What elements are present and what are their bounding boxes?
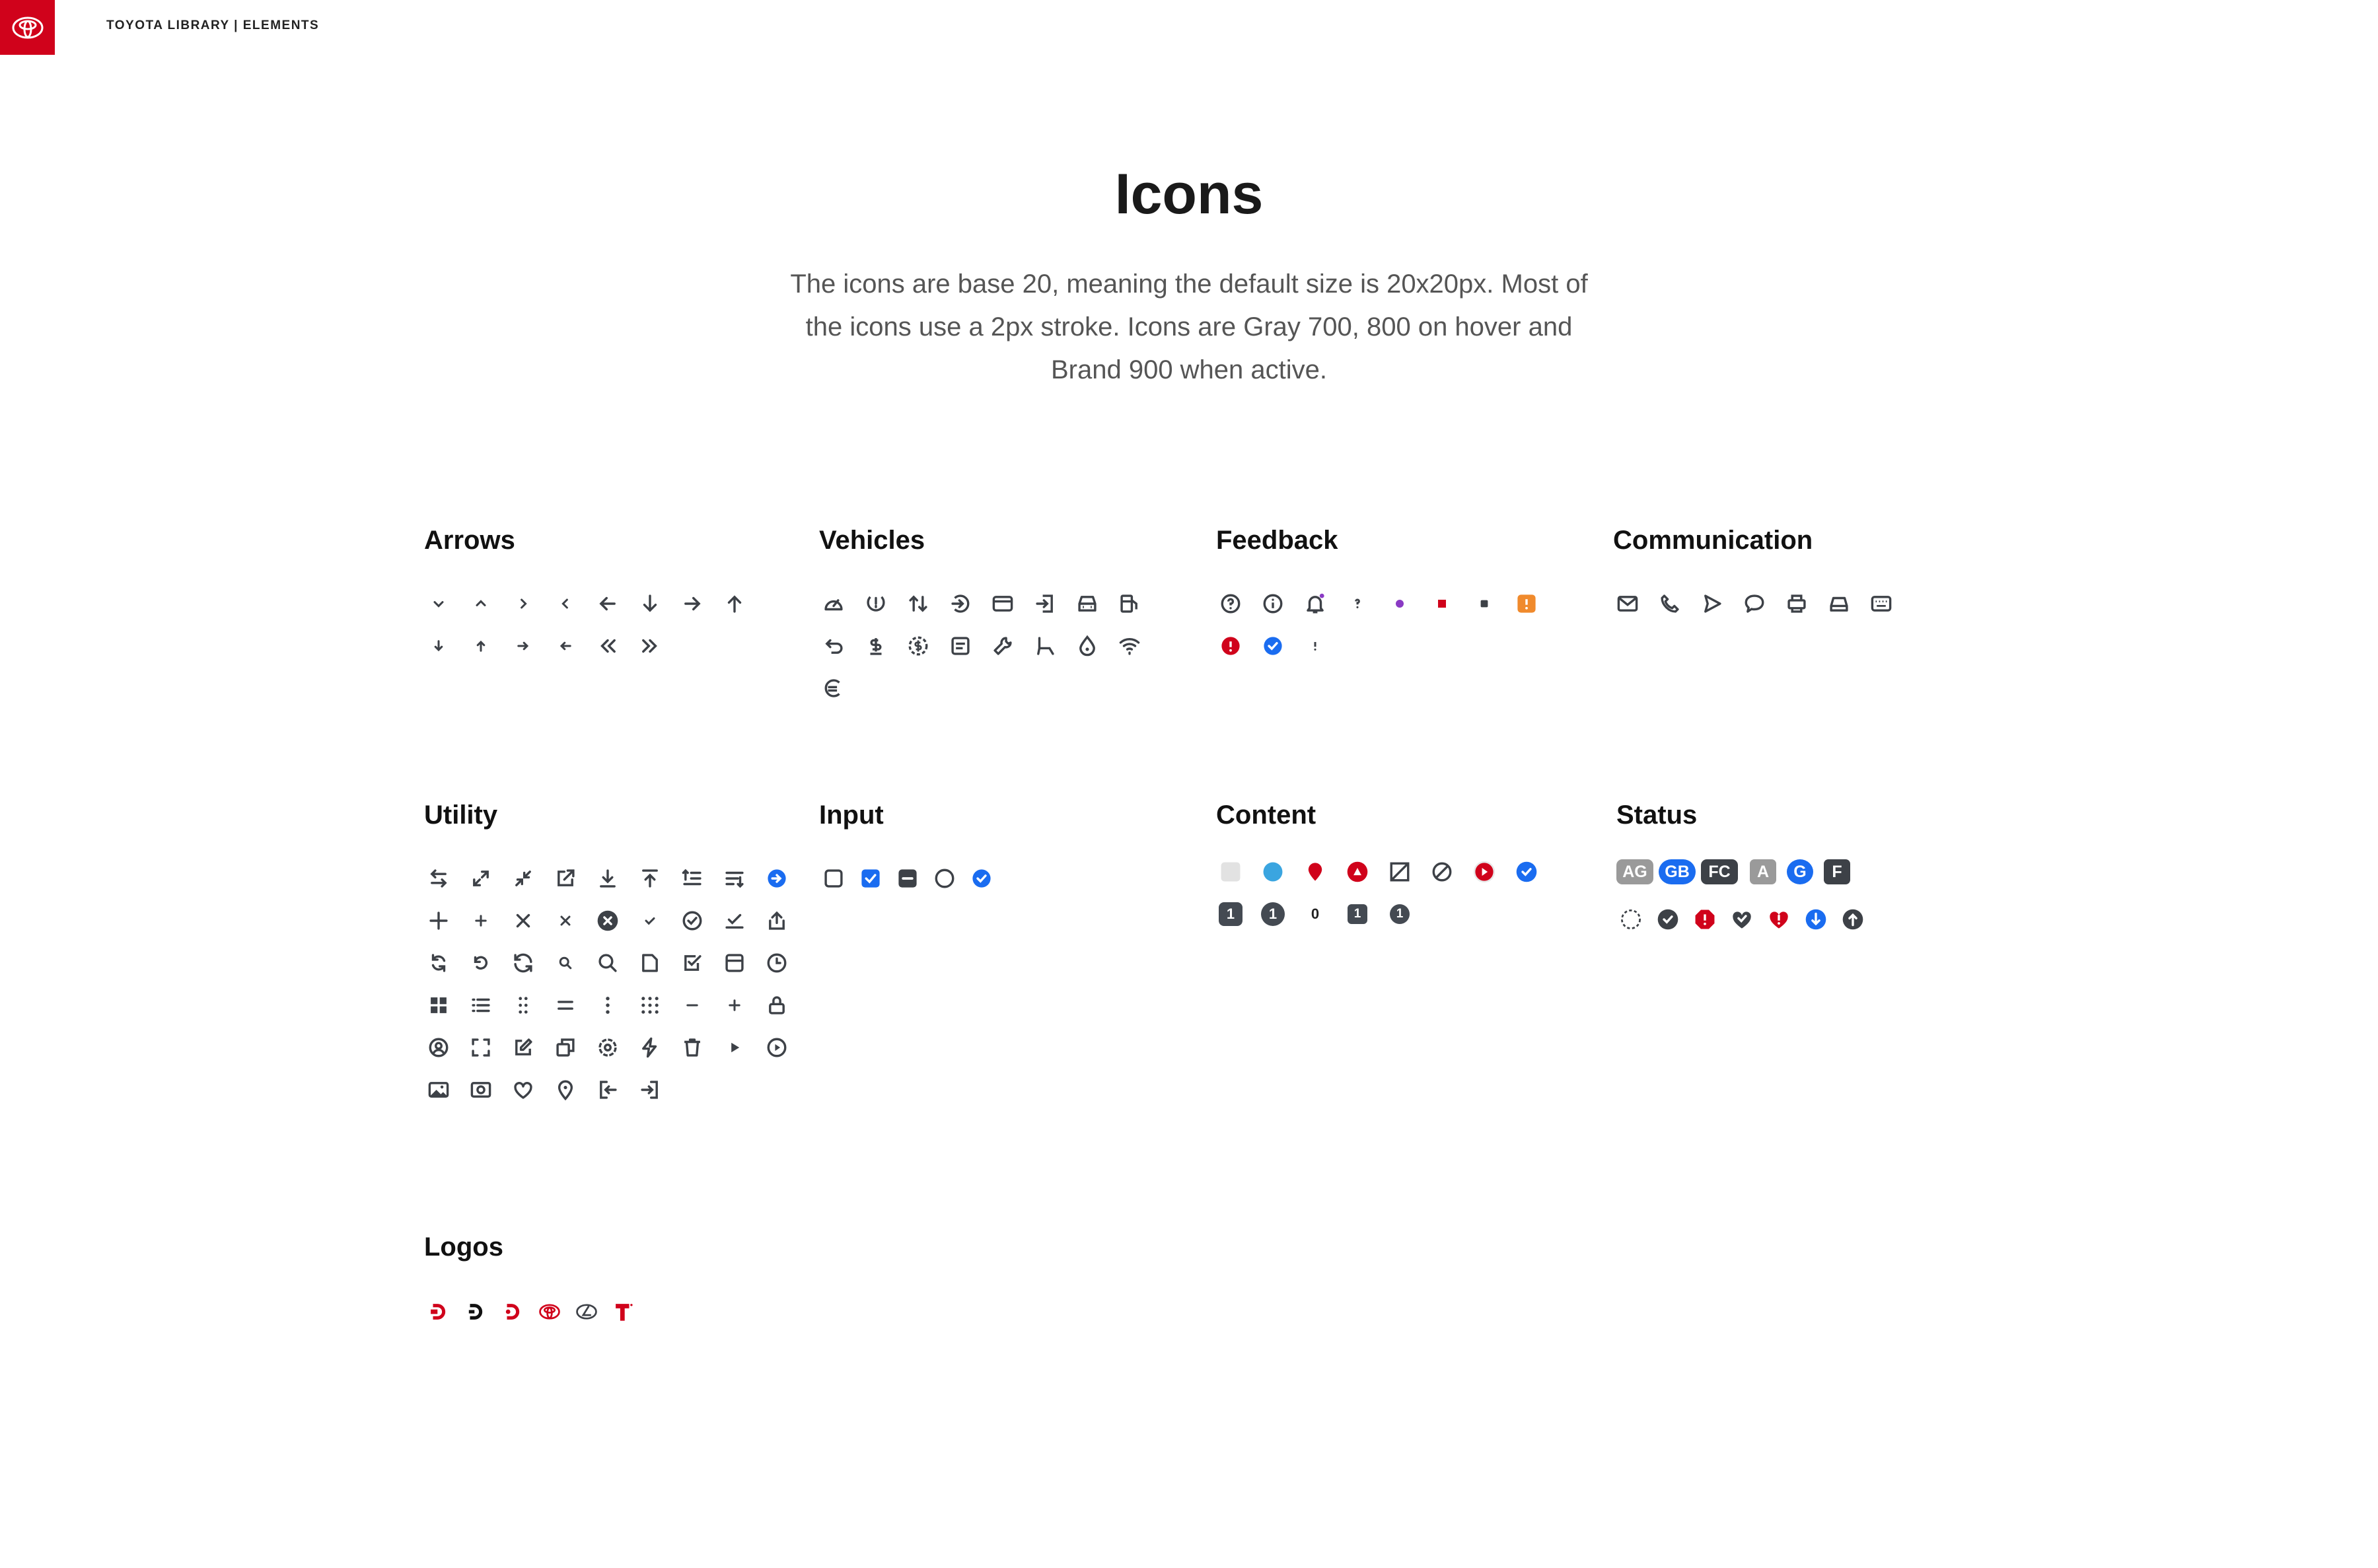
water-drop-icon[interactable] bbox=[1073, 631, 1102, 660]
status-badge-ag[interactable] bbox=[1616, 857, 1653, 886]
question-circle-icon[interactable] bbox=[1216, 589, 1245, 618]
count-plain bbox=[1301, 900, 1330, 929]
no-image-square-icon[interactable] bbox=[1385, 857, 1414, 886]
radio-checked-icon[interactable] bbox=[967, 864, 996, 893]
utility-section bbox=[424, 801, 820, 1131]
count-label: 1 bbox=[1261, 902, 1285, 926]
refresh-small-icon[interactable] bbox=[424, 948, 453, 978]
black-d-logo-icon[interactable] bbox=[461, 1297, 490, 1326]
exclamation-small-icon[interactable] bbox=[1301, 631, 1330, 660]
red-pin-icon[interactable] bbox=[1301, 857, 1330, 886]
radio-empty-icon[interactable] bbox=[930, 864, 959, 893]
heart-icon[interactable] bbox=[509, 1075, 538, 1104]
blue-verified-icon[interactable] bbox=[1512, 857, 1541, 886]
close-small-icon[interactable] bbox=[551, 906, 580, 935]
chevron-right-icon[interactable] bbox=[509, 589, 538, 618]
status-badge-gb[interactable] bbox=[1659, 857, 1696, 886]
small-arrow-down-icon[interactable] bbox=[424, 631, 453, 660]
section-title: Utility bbox=[424, 801, 498, 830]
double-chevron-left-icon[interactable] bbox=[593, 631, 622, 660]
upload-top-icon[interactable] bbox=[635, 864, 665, 893]
count-label: 1 bbox=[1390, 904, 1410, 924]
plus-large-icon[interactable] bbox=[424, 906, 453, 935]
mail-icon[interactable] bbox=[1613, 589, 1642, 618]
location-pin-icon[interactable] bbox=[551, 1075, 580, 1104]
dollar-circle-icon[interactable] bbox=[904, 631, 933, 660]
sky-blue-dot-icon[interactable] bbox=[1258, 857, 1287, 886]
check-circle-icon[interactable] bbox=[678, 906, 707, 935]
chevron-up-icon[interactable] bbox=[466, 589, 495, 618]
plus-small-icon[interactable] bbox=[466, 906, 495, 935]
section-title: Input bbox=[819, 801, 884, 830]
camera-icon[interactable] bbox=[466, 1075, 495, 1104]
send-icon[interactable] bbox=[1698, 589, 1727, 618]
arrow-up-icon[interactable] bbox=[720, 589, 749, 618]
lexus-emblem-icon[interactable] bbox=[572, 1297, 601, 1326]
sort-ascending-icon[interactable] bbox=[678, 864, 707, 893]
page-intro: The icons are base 20, meaning the default size is 20x20px. Most of the icons use a 2px stroke. Icons are Gray 700, 800 on hover and Brand 900 when active. bbox=[790, 269, 1588, 384]
seat-icon[interactable] bbox=[1030, 631, 1060, 660]
prohibited-icon[interactable] bbox=[1427, 857, 1457, 886]
brand-name[interactable]: TOYOTA LIBRARY | ELEMENTS bbox=[106, 18, 320, 32]
swap-vertical-icon[interactable] bbox=[904, 589, 933, 618]
collapse-icon[interactable] bbox=[509, 864, 538, 893]
red-t-logo-icon[interactable] bbox=[609, 1297, 638, 1326]
plus-thin-icon[interactable] bbox=[720, 991, 749, 1020]
dark-heart-check-icon[interactable] bbox=[1727, 905, 1756, 934]
bell-notification-icon[interactable] bbox=[1301, 589, 1330, 618]
orange-alert-icon[interactable] bbox=[1512, 589, 1541, 618]
search-small-icon[interactable] bbox=[551, 948, 580, 978]
sign-in-icon[interactable] bbox=[593, 1075, 622, 1104]
red-gear-d-logo-icon[interactable] bbox=[498, 1297, 527, 1326]
info-circle-icon[interactable] bbox=[1258, 589, 1287, 618]
count-badge-square bbox=[1216, 900, 1245, 929]
section-title: Content bbox=[1216, 801, 1316, 830]
blue-check-circle-icon[interactable] bbox=[1258, 631, 1287, 660]
arrow-right-icon[interactable] bbox=[678, 589, 707, 618]
red-d-logo-icon[interactable] bbox=[424, 1297, 453, 1326]
checkbox-empty-icon[interactable] bbox=[819, 864, 848, 893]
printer-icon[interactable] bbox=[1782, 589, 1811, 618]
count-badge-square-small bbox=[1343, 900, 1372, 929]
circle-arrow-in-icon[interactable] bbox=[946, 589, 975, 618]
equals-icon[interactable] bbox=[551, 991, 580, 1020]
play-circle-icon[interactable] bbox=[762, 1033, 791, 1062]
count-label: 1 bbox=[1348, 904, 1367, 924]
logos-section bbox=[424, 1232, 754, 1338]
phone-icon[interactable] bbox=[1655, 589, 1684, 618]
chevron-down-icon[interactable] bbox=[424, 589, 453, 618]
car-seat-icon[interactable] bbox=[1824, 589, 1854, 618]
count-label: 0 bbox=[1311, 906, 1320, 922]
red-up-circle-icon[interactable] bbox=[1343, 857, 1372, 886]
arrow-down-icon[interactable] bbox=[635, 589, 665, 618]
checkbox-checked-icon[interactable] bbox=[856, 864, 885, 893]
blue-arrow-circle-icon[interactable] bbox=[762, 864, 791, 893]
checkbox-square-icon[interactable] bbox=[678, 948, 707, 978]
arrow-left-icon[interactable] bbox=[593, 589, 622, 618]
status-badge-a[interactable] bbox=[1748, 857, 1778, 886]
purple-dot-icon[interactable] bbox=[1385, 589, 1414, 618]
content-section bbox=[1216, 801, 1586, 933]
drag-handle-icon[interactable] bbox=[509, 991, 538, 1020]
chat-bubble-icon[interactable] bbox=[1740, 589, 1769, 618]
list-view-icon[interactable] bbox=[466, 991, 495, 1020]
communication-section bbox=[1613, 526, 1983, 658]
search-large-icon[interactable] bbox=[593, 948, 622, 978]
tire-pressure-icon[interactable] bbox=[861, 589, 890, 618]
red-alert-circle-icon[interactable] bbox=[1216, 631, 1245, 660]
section-title: Logos bbox=[424, 1232, 503, 1262]
lightning-icon[interactable] bbox=[635, 1033, 665, 1062]
speedometer-icon[interactable] bbox=[819, 589, 848, 618]
light-gray-swatch-icon[interactable] bbox=[1216, 857, 1245, 886]
minus-icon[interactable] bbox=[678, 991, 707, 1020]
status-badge-fc[interactable] bbox=[1701, 857, 1738, 886]
box-arrow-in-icon[interactable] bbox=[1030, 589, 1060, 618]
close-circle-filled-icon[interactable] bbox=[593, 906, 622, 935]
count-badge-round-small bbox=[1385, 900, 1414, 929]
checkbox-indeterminate-icon[interactable] bbox=[893, 864, 922, 893]
document-lines-icon[interactable] bbox=[946, 631, 975, 660]
grid-view-icon[interactable] bbox=[424, 991, 453, 1020]
more-vertical-icon[interactable] bbox=[593, 991, 622, 1020]
status-section bbox=[1616, 801, 1986, 933]
small-arrow-left-icon[interactable] bbox=[551, 631, 580, 660]
toyota-logo[interactable] bbox=[0, 0, 55, 55]
play-small-icon[interactable] bbox=[720, 1033, 749, 1062]
feedback-section bbox=[1216, 526, 1586, 697]
input-section bbox=[819, 801, 1083, 906]
section-title: Communication bbox=[1613, 526, 1813, 555]
card-icon[interactable] bbox=[988, 589, 1017, 618]
dark-up-circle-icon[interactable] bbox=[1838, 905, 1867, 934]
toyota-emblem-icon[interactable] bbox=[535, 1297, 564, 1326]
page-title: Icons bbox=[1114, 162, 1264, 226]
section-title: Vehicles bbox=[819, 526, 925, 555]
red-octagon-alert-icon[interactable] bbox=[1690, 905, 1719, 934]
badge-label: A bbox=[1750, 859, 1776, 884]
section-title: Arrows bbox=[424, 526, 515, 555]
euro-circle-icon[interactable] bbox=[819, 674, 848, 703]
dollar-list-icon[interactable] bbox=[861, 631, 890, 660]
external-link-icon[interactable] bbox=[551, 864, 580, 893]
car-front-icon[interactable] bbox=[1073, 589, 1102, 618]
expand-icon[interactable] bbox=[466, 864, 495, 893]
question-mark-small-icon[interactable] bbox=[1343, 589, 1372, 618]
red-heart-alert-icon[interactable] bbox=[1764, 905, 1793, 934]
badge-label: F bbox=[1824, 859, 1850, 884]
status-badge-g[interactable] bbox=[1785, 857, 1815, 886]
edit-icon[interactable] bbox=[509, 1033, 538, 1062]
dark-check-circle-icon[interactable] bbox=[1653, 905, 1682, 934]
image-icon[interactable] bbox=[424, 1075, 453, 1104]
rotate-left-icon[interactable] bbox=[466, 948, 495, 978]
sign-out-icon[interactable] bbox=[635, 1075, 665, 1104]
calendar-icon[interactable] bbox=[720, 948, 749, 978]
red-play-circle-icon[interactable] bbox=[1470, 857, 1499, 886]
badge-label: GB bbox=[1659, 859, 1696, 884]
check-underline-icon[interactable] bbox=[720, 906, 749, 935]
swap-horizontal-icon[interactable] bbox=[424, 864, 453, 893]
blue-down-circle-icon[interactable] bbox=[1801, 905, 1830, 934]
grid-dots-icon[interactable] bbox=[635, 991, 665, 1020]
gray-square-icon[interactable] bbox=[1470, 589, 1499, 618]
dashed-circle-icon[interactable] bbox=[1616, 905, 1645, 934]
sort-descending-icon[interactable] bbox=[720, 864, 749, 893]
section-title: Feedback bbox=[1216, 526, 1338, 555]
fuel-station-icon[interactable] bbox=[1115, 589, 1144, 618]
check-small-icon[interactable] bbox=[635, 906, 665, 935]
close-large-icon[interactable] bbox=[509, 906, 538, 935]
clock-icon[interactable] bbox=[762, 948, 791, 978]
settings-gear-icon[interactable] bbox=[593, 1033, 622, 1062]
count-badge-round bbox=[1258, 900, 1287, 929]
chevron-left-icon[interactable] bbox=[551, 589, 580, 618]
download-icon[interactable] bbox=[593, 864, 622, 893]
toyota-emblem-icon bbox=[11, 16, 44, 40]
count-label: 1 bbox=[1219, 902, 1243, 926]
trash-icon[interactable] bbox=[678, 1033, 707, 1062]
badge-label: FC bbox=[1701, 859, 1738, 884]
arrows-section bbox=[424, 526, 794, 697]
lock-icon[interactable] bbox=[762, 991, 791, 1020]
fullscreen-icon[interactable] bbox=[466, 1033, 495, 1062]
section-title: Status bbox=[1616, 801, 1698, 830]
badge-label: G bbox=[1787, 859, 1813, 884]
wifi-signal-icon[interactable] bbox=[1115, 631, 1144, 660]
file-icon[interactable] bbox=[635, 948, 665, 978]
small-arrow-up-icon[interactable] bbox=[466, 631, 495, 660]
sync-icon[interactable] bbox=[509, 948, 538, 978]
share-icon[interactable] bbox=[762, 906, 791, 935]
copy-icon[interactable] bbox=[551, 1033, 580, 1062]
double-chevron-right-icon[interactable] bbox=[635, 631, 665, 660]
vehicles-section bbox=[819, 526, 1189, 724]
status-badge-f[interactable] bbox=[1822, 857, 1852, 886]
red-square-icon[interactable] bbox=[1427, 589, 1457, 618]
badge-label: AG bbox=[1616, 859, 1653, 884]
undo-icon[interactable] bbox=[819, 631, 848, 660]
wrench-icon[interactable] bbox=[988, 631, 1017, 660]
small-arrow-right-icon[interactable] bbox=[509, 631, 538, 660]
account-circle-icon[interactable] bbox=[424, 1033, 453, 1062]
keyboard-icon[interactable] bbox=[1867, 589, 1896, 618]
